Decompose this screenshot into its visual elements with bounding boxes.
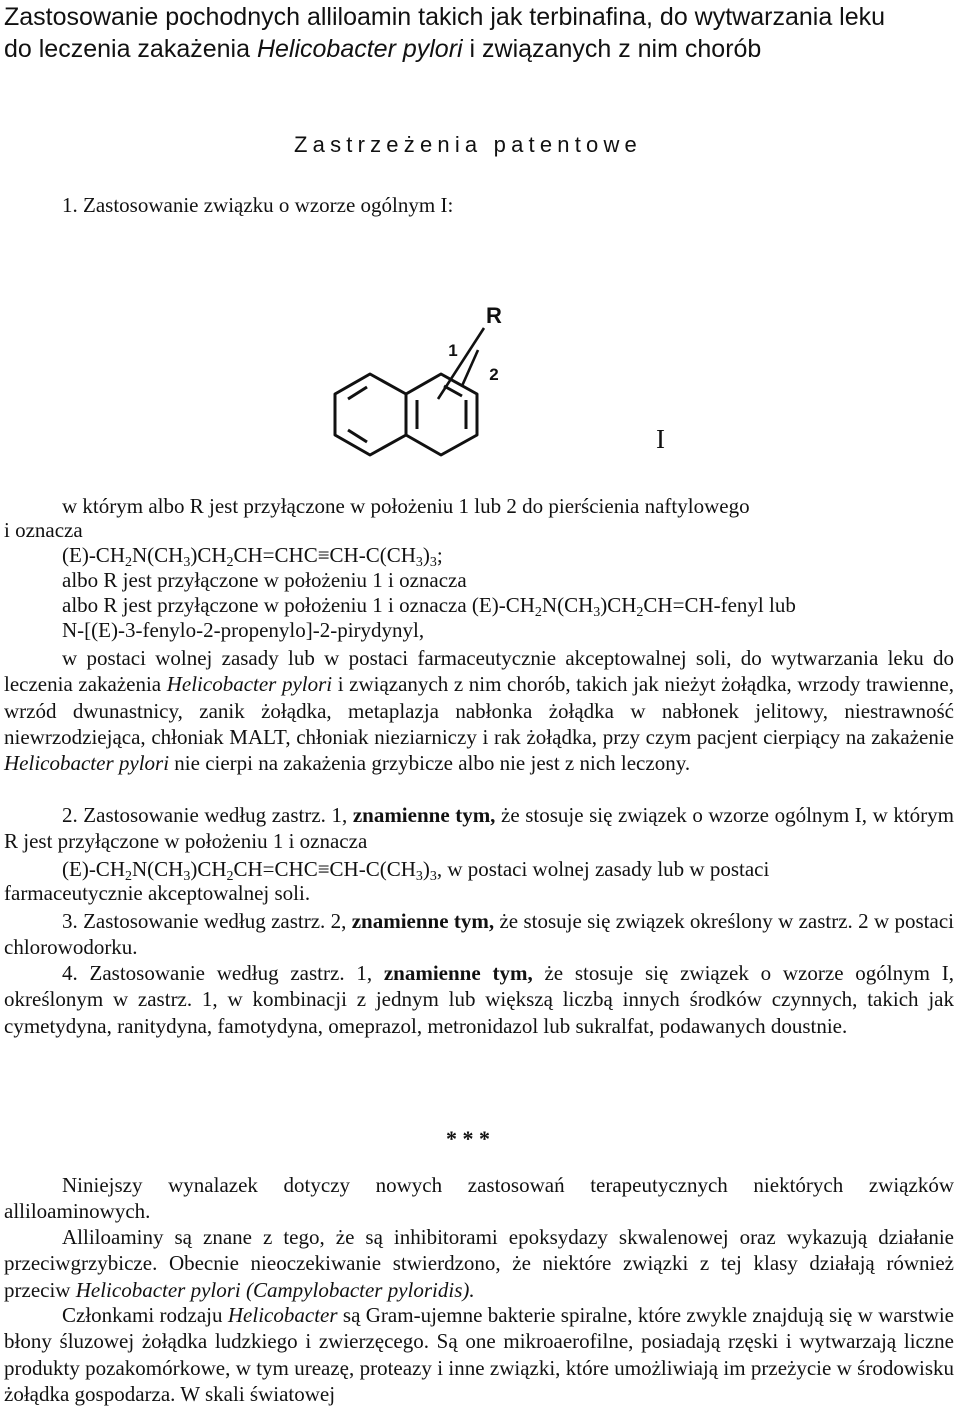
naphthalene-structure [300, 290, 530, 470]
claim-3-paragraph: 3. Zastosowanie według zastrz. 2, znamienne tym, że stosuje się związek określony w zastrz. 2 w postaci chlorowodorku. [4, 909, 954, 960]
description-paragraph-3: Członkami rodzaju Helicobacter są Gram-ujemne bakterie spiralne, które zwykle znajdują się w warstwie błony śluzowej żołądka ludzkiego i zwierzęcego. Są one mikroaerofilne, posiadają rzęski i wytwarzają liczne produkty pozakomórkowe, w tym ureazę, proteazy i inne związki, które umożliwiają im przeżycie w środowisku żołądka gospodarza. W skali światowej [4, 1303, 955, 1406]
claim-1-paragraph: w postaci wolnej zasady lub w postaci farmaceutycznie akceptowalnej soli, do wytwarzania leku do leczenia zakażenia Helicobacter pylori i związanych z nim chorób, takich jak nieżyt żołądka, wrzody trawienne, wrzód dwunastnicy, zanik żołądka, metaplazja nabłonka żołądka w nabłonek jelitowy, niestrawność niewrzodziejąca, chłoniak MALT, chłoniak nieziarniczy i rak żołądka, przy czym pacjent cierpiący na zakażenie Helicobacter pylori nie cierpi na zakażenia grzybicze albo nie jest z nich leczony. [4, 646, 954, 776]
claims-heading: Zastrzeżenia patentowe [294, 132, 642, 157]
claim-2-end: farmaceutycznie akceptowalnej soli. [4, 881, 311, 905]
title-organism: Helicobacter pylori [256, 35, 463, 63]
position-2-label: 2 [489, 365, 499, 384]
substituent-r-label: R [486, 303, 502, 328]
substituent-bond [438, 328, 484, 399]
section-separator: * * * [446, 1126, 490, 1151]
formula-number: I [656, 424, 665, 454]
claim-1-line-formula: albo R jest przyłączone w położeniu 1 i oznacza $(E)-CH_2N(CH_3)CH_2CH=CH$-fenyl lub [62, 593, 796, 620]
claim-1-line: i oznacza [4, 518, 83, 542]
title-text-end: i związanych z nim chorób [462, 35, 762, 63]
chemical-formula: $(E)-CH_2N(CH_3)CH_2CH=CHC\equiv CH-C(CH_3)_3$; [62, 543, 443, 570]
description-paragraph-2: Alliloaminy są znane z tego, że są inhibitorami epoksydazy skwalenowej oraz wykazują działanie przeciwgrzybicze. Obecnie nieoczekiwanie stwierdzono, że niektóre związki z tej klasy działają również przeciw Helicobacter pylori (Campylobacter pyloridis). [4, 1225, 954, 1302]
title-text: do leczenia zakażenia [4, 35, 257, 63]
double-bond [348, 387, 367, 399]
document-title-line-1: Zastosowanie pochodnych alliloamin takich jak terbinafina, do wytwarzania leku [4, 3, 886, 31]
document-title-line-2 [4, 34, 761, 65]
claim-4-paragraph: 4. Zastosowanie według zastrz. 1, znamienne tym, że stosuje się związek o wzorze ogólnym I, określonym w zastrz. 1, w kombinacji z jednym lub większą liczbą innych środków czynnych, takich jak cymetydyna, ranitydyna, famotydyna, omeprazol, metronidazol lub sukralfat, podawanych doustnie. [4, 961, 954, 1038]
claim-1-line: N-[(E)-3-fenylo-2-propenylo]-2-pirydynyl, [62, 618, 425, 642]
claim-1-line: albo R jest przyłączone w położeniu 1 i oznacza [62, 568, 467, 592]
claim-2-formula-line: $(E)-CH_2N(CH_3)CH_2CH=CHC\equiv CH-C(CH_3)_3$, w postaci wolnej zasady lub w postaci [62, 857, 770, 884]
claim-1-intro: 1. Zastosowanie związku o wzorze ogólnym I: [62, 193, 454, 217]
description-paragraph-1: Niniejszy wynalazek dotyczy nowych zastosowań terapeutycznych niektórych związków alliloaminowych. [4, 1173, 954, 1224]
benzene-ring-left [335, 374, 406, 455]
claim-1-line: w którym albo R jest przyłączone w położeniu 1 lub 2 do pierścienia naftylowego [62, 494, 750, 518]
claim-2-paragraph: 2. Zastosowanie według zastrz. 1, znamienne tym, że stosuje się związek o wzorze ogólnym I, w którym R jest przyłączone w położeniu 1 i oznacza [4, 803, 954, 854]
double-bond [348, 430, 367, 442]
substituent-bond [462, 350, 478, 386]
position-1-label: 1 [448, 341, 458, 360]
